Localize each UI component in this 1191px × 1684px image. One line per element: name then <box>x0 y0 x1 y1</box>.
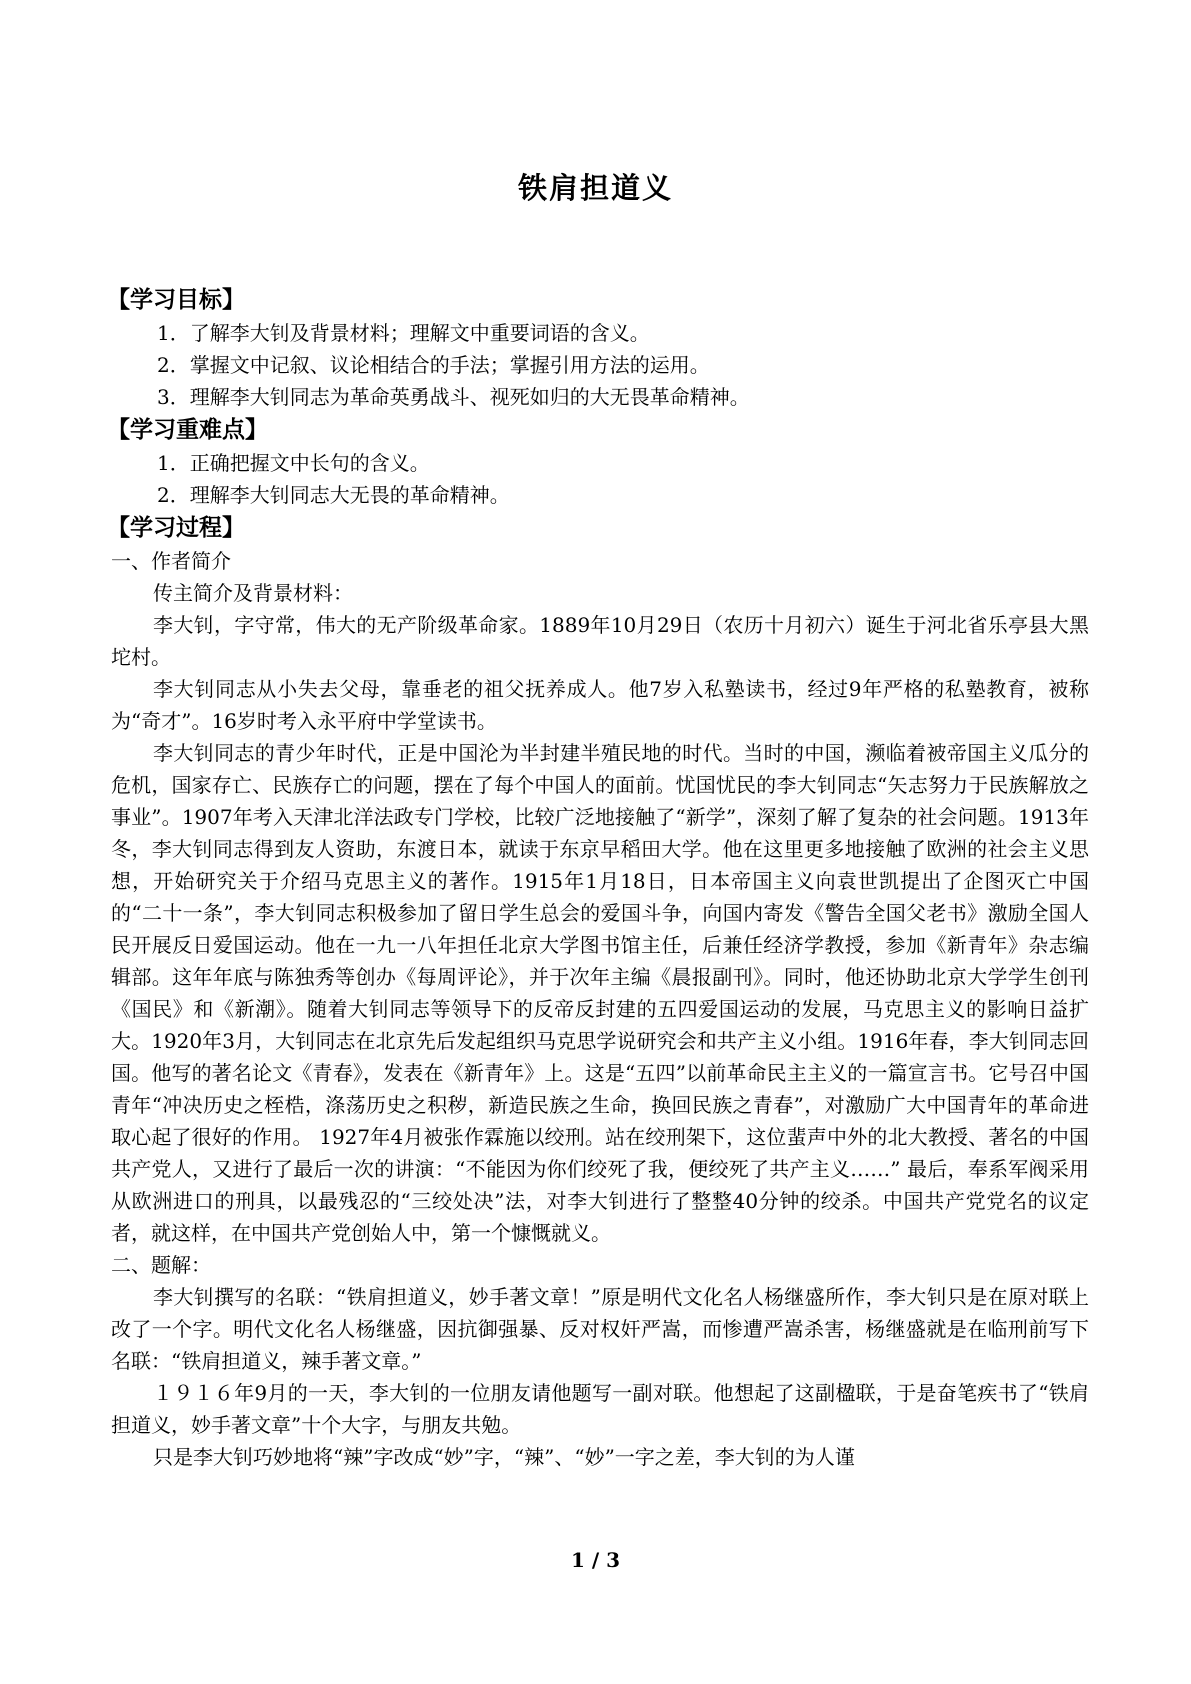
section-title-explanation: 二、题解： <box>111 1253 211 1277</box>
paragraph: 李大钊，字守常，伟大的无产阶级革命家。1889年10月29日（农历十月初六）诞生于河北省乐亭县大黑坨村。 <box>111 613 1089 669</box>
paragraph: １９１６年9月的一天，李大钊的一位朋友请他题写一副对联。他想起了这副楹联，于是奋笔疾书了“铁肩担道义，妙手著文章”十个大字，与朋友共勉。 <box>111 1381 1089 1437</box>
key-point-item: 1．正确把握文中长句的含义。 <box>157 451 430 475</box>
paragraph: 只是李大钊巧妙地将“辣”字改成“妙”字，“辣”、“妙”一字之差，李大钊的为人谨 <box>153 1445 855 1469</box>
paragraph: 李大钊同志从小失去父母，靠垂老的祖父抚养成人。他7岁入私塾读书，经过9年严格的私塾教育，被称为“奇才”。16岁时考入永平府中学堂读书。 <box>111 677 1089 733</box>
section-subtitle: 传主简介及背景材料： <box>153 581 353 605</box>
goal-item: 2．掌握文中记叙、议论相结合的手法；掌握引用方法的运用。 <box>157 353 710 377</box>
goal-item: 3．理解李大钊同志为革命英勇战斗、视死如归的大无畏革命精神。 <box>157 385 750 409</box>
section-title-author: 一、作者简介 <box>111 549 231 573</box>
paragraph: 李大钊撰写的名联：“铁肩担道义，妙手著文章！”原是明代文化名人杨继盛所作，李大钊只是在原对联上改了一个字。明代文化名人杨继盛，因抗御强暴、反对权奸严嵩，而惨遭严嵩杀害，杨继盛就是在临刑前写下名联：“铁肩担道义，辣手著文章。” <box>111 1285 1089 1373</box>
document-title: 铁肩担道义 <box>517 171 673 205</box>
document-body <box>107 283 1089 1473</box>
key-point-item: 2．理解李大钊同志大无畏的革命精神。 <box>157 483 510 507</box>
process-heading: 【学习过程】 <box>107 515 245 541</box>
page-number: 1 / 3 <box>570 1548 621 1572</box>
key-points-heading: 【学习重难点】 <box>107 417 268 443</box>
goals-heading: 【学习目标】 <box>107 287 245 313</box>
goal-item: 1．了解李大钊及背景材料；理解文中重要词语的含义。 <box>157 321 650 345</box>
paragraph: 李大钊同志的青少年时代，正是中国沦为半封建半殖民地的时代。当时的中国，濒临着被帝国主义瓜分的危机，国家存亡、民族存亡的问题，摆在了每个中国人的面前。忧国忧民的李大钊同志“矢志努力于民族解放之事业”。1907年考入天津北洋法政专门学校，比较广泛地接触了“新学”，深刻了解了复杂的社会问题。1913年冬，李大钊同志得到友人资助，东渡日本，就读于东京早稻田大学。他在这里更多地接触了欧洲的社会主义思想，开始研究关于介绍马克思主义的著作。1915年1月18日，日本帝国主义向袁世凯提出了企图灭亡中国的“二十一条”，李大钊同志积极参加了留日学生总会的爱国斗争，向国内寄发《警告全国父老书》激励全国人民开展反日爱国运动。他在一九一八年担任北京大学图书馆主任，后兼任经济学教授，参加《新青年》杂志编辑部。这年年底与陈独秀等创办《每周评论》，并于次年主编《晨报副刊》。同时，他还协助北京大学学生创刊《国民》和《新潮》。随着大钊同志等领导下的反帝反封建的五四爱国运动的发展，马克思主义的影响日益扩大。1920年3月，大钊同志在北京先后发起组织马克思学说研究会和共产主义小组。1916年春，李大钊同志回国。他写的著名论文《青春》，发表在《新青年》上。这是“五四”以前革命民主主义的一篇宣言书。它号召中国青年“冲决历史之桎梏，涤荡历史之积秽，新造民族之生命，换回民族之青春”，对激励广大中国青年的革命进取心起了很好的作用。 1927年4月被张作霖施以绞刑。站在绞刑架下，这位蜚声中外的北大教授、著名的中国共产党人，又进行了最后一次的讲演：“不能因为你们绞死了我，便绞死了共产主义……” 最后，奉系军阀采用从欧洲进口的刑具，以最残忍的“三绞处决”法，对李大钊进行了整整40分钟的绞杀。中国共产党党名的议定者，就这样，在中国共产党创始人中，第一个慷慨就义。 <box>111 741 1089 1245</box>
